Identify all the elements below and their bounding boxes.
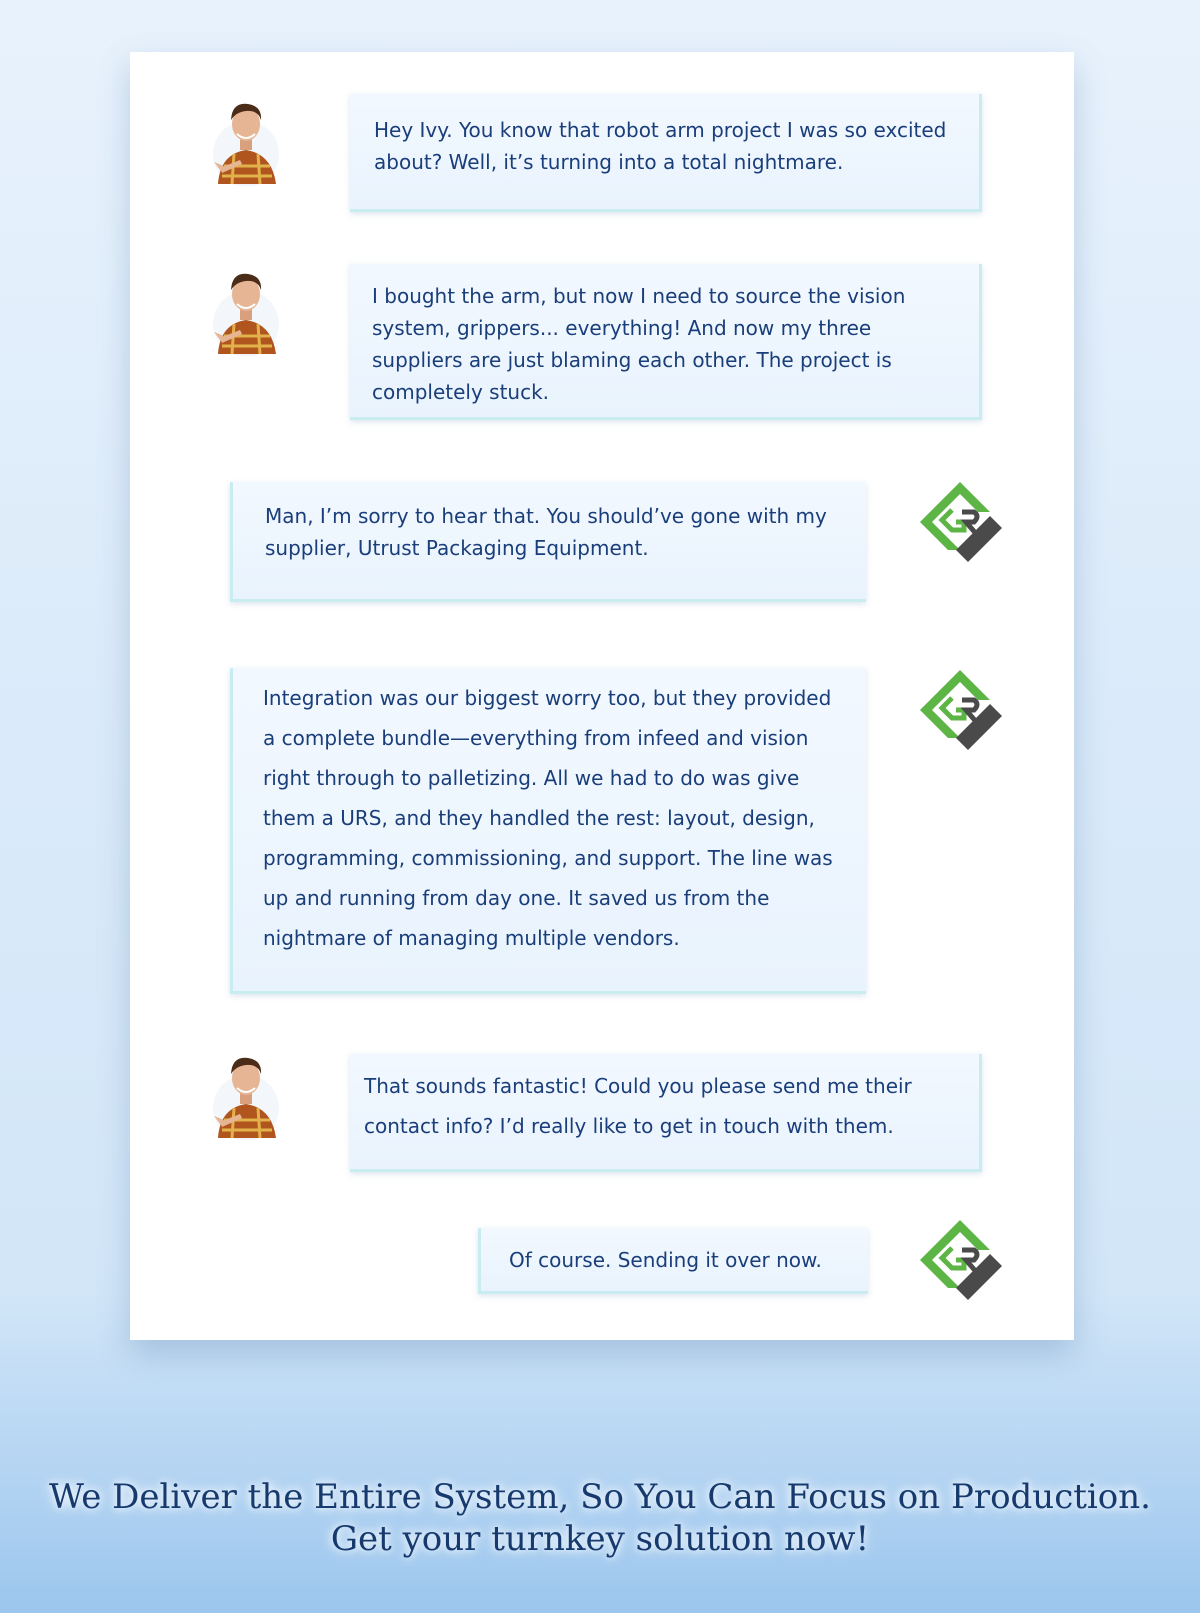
chat-bubble-vendor: Integration was our biggest worry too, but they provided a complete bundle—everything from infeed and vision right through to palletizing. All we had to do was give them a URS, and they handled the rest: layout, design, programming, commissioning, and support. The line was up and running from day one. It saved us from the nightmare of managing multiple vendors. bbox=[230, 668, 866, 994]
user-avatar bbox=[210, 266, 282, 356]
utrust-logo-icon bbox=[912, 476, 1008, 572]
chat-bubble-user: I bought the arm, but now I need to source the vision system, grippers... everything! And now my three suppliers are just blaming each other. The project is completely stuck. bbox=[350, 264, 982, 420]
footer-tagline bbox=[0, 1476, 1200, 1560]
chat-bubble-vendor: Of course. Sending it over now. bbox=[478, 1228, 868, 1294]
user-avatar bbox=[210, 96, 282, 186]
utrust-logo-icon bbox=[912, 1214, 1008, 1310]
chat-bubble-vendor: Man, I’m sorry to hear that. You should’ve gone with my supplier, Utrust Packaging Equipment. bbox=[230, 482, 866, 602]
footer-line-1: We Deliver the Entire System, So You Can Focus on Production. bbox=[49, 1477, 1151, 1517]
chat-bubble-user: That sounds fantastic! Could you please send me their contact info? I’d really like to get in touch with them. bbox=[350, 1054, 982, 1172]
user-avatar bbox=[210, 1050, 282, 1140]
chat-bubble-user: Hey Ivy. You know that robot arm project I was so excited about? Well, it’s turning into a total nightmare. bbox=[350, 94, 982, 212]
footer-line-2: Get your turnkey solution now! bbox=[330, 1519, 870, 1559]
chat-card bbox=[130, 52, 1074, 1340]
utrust-logo-icon bbox=[912, 664, 1008, 760]
